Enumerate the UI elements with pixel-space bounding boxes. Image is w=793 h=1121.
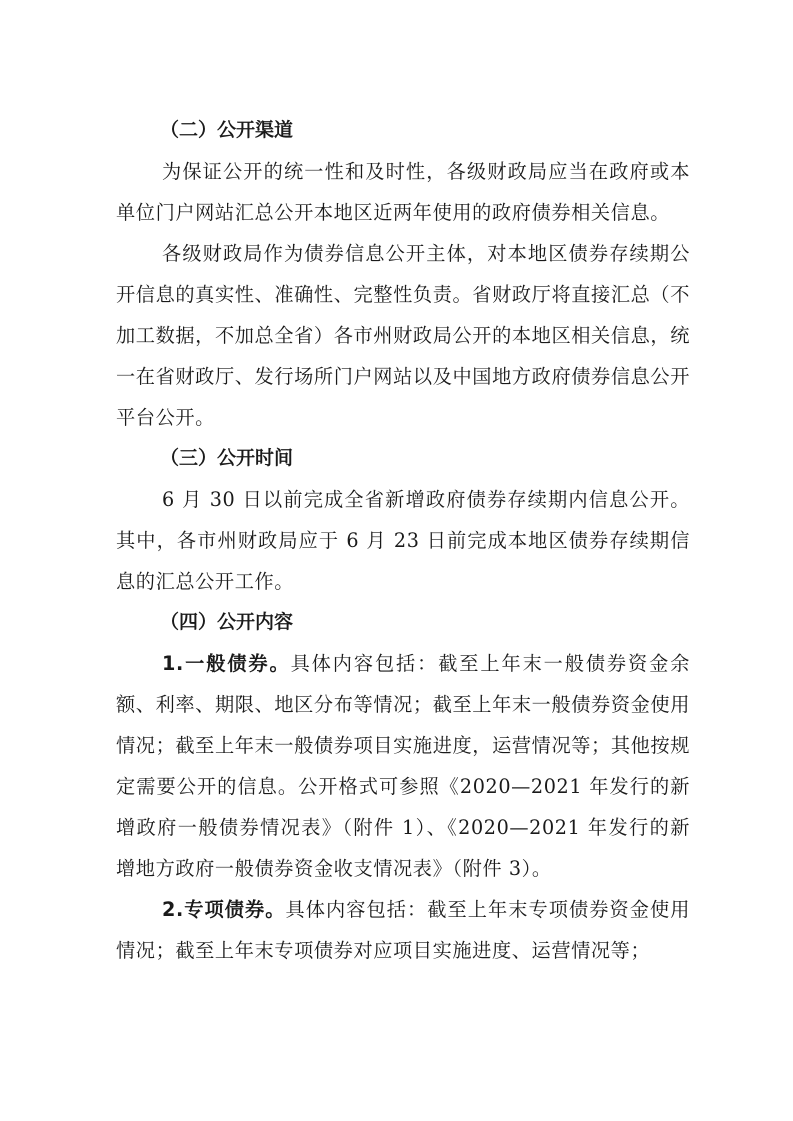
item-lead: 1.一般债券。: [162, 652, 291, 675]
list-item-special-bonds: [116, 889, 690, 971]
paragraph: 为保证公开的统一性和及时性，各级财政局应当在政府或本单位门户网站汇总公开本地区近两年使用的政府债券相关信息。: [116, 160, 690, 224]
section-heading-content: （四）公开内容: [160, 611, 294, 633]
item-lead: 2.专项债券。: [162, 898, 286, 921]
section-heading-timing: （三）公开时间: [160, 447, 294, 469]
section-heading-channels: （二）公开渠道: [160, 119, 294, 141]
item-text: 具体内容包括：截至上年末一般债券资金余额、利率、期限、地区分布等情况；截至上年末一般债券资金使用情况；截至上年末一般债券项目实施进度，运营情况等；其他按规定需要公开的信息。公开格式可参照《2020—2021 年发行的新增政府一般债券情况表》（附件 1）、《2020—2021 年发行的新增地方政府一般债券资金收支情况表》（附件 3）。: [116, 652, 690, 880]
list-item-general-bonds: [116, 643, 690, 889]
document-body: [116, 110, 690, 971]
paragraph: 各级财政局作为债券信息公开主体，对本地区债券存续期公开信息的真实性、准确性、完整性负责。省财政厅将直接汇总（不加工数据，不加总全省）各市州财政局公开的本地区相关信息，统一在省财政厅、发行场所门户网站以及中国地方政府债券信息公开平台公开。: [116, 242, 690, 429]
paragraph: 6 月 30 日以前完成全省新增政府债券存续期内信息公开。其中，各市州财政局应于 6 月 23 日前完成本地区债券存续期信息的汇总公开工作。: [116, 488, 690, 593]
item-text: 具体内容包括：截至上年末专项债券资金使用情况；截至上年末专项债券对应项目实施进度、运营情况等；: [116, 898, 690, 962]
